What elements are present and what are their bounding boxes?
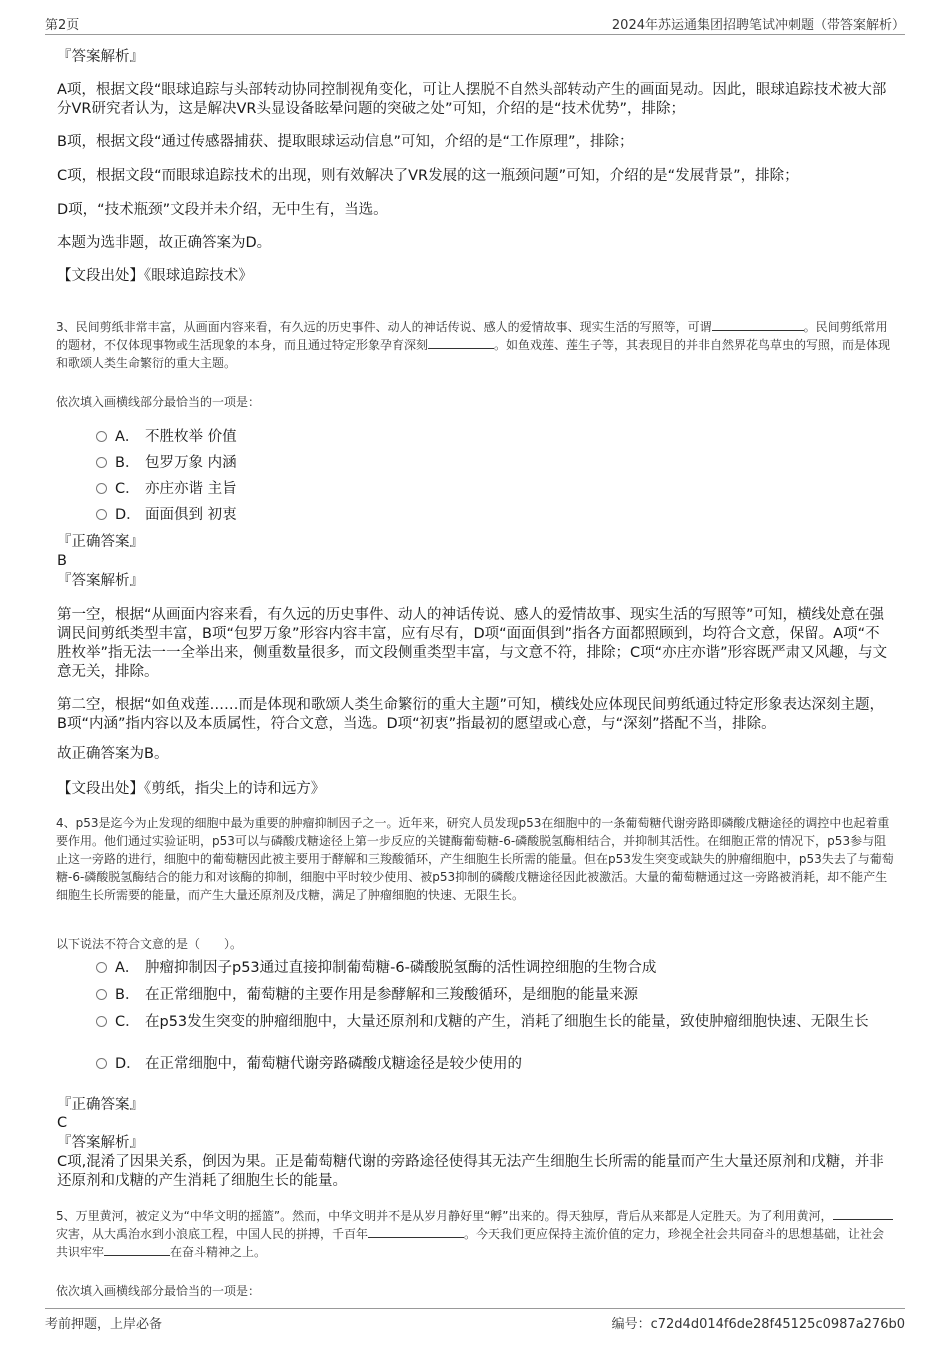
q3-blank-2 <box>428 336 494 349</box>
q2-analysis-c: C项，根据文段“而眼球追踪技术的出现，则有效解决了VR发展的这一瓶颈问题”可知，介绍的是“发展背景”，排除； <box>57 168 799 184</box>
q4-option-b[interactable]: B． 在正常细胞中，葡萄糖的主要作用是参酵解和三羧酸循环，是细胞的能量来源 <box>96 984 896 1011</box>
radio-icon[interactable] <box>96 962 107 973</box>
q3-analysis-label: 『答案解析』 <box>57 573 144 589</box>
radio-icon[interactable] <box>96 989 107 1000</box>
q4-stem: 4、p53是迄今为止发现的细胞中最为重要的肿瘤抑制因子之一。近年来，研究人员发现p53在细胞中的一条葡萄糖代谢旁路即磷酸戊糖途径的调控中也起着重要作用。他们通过实验证明，p53可以与磷酸戊糖途径上第一步反应的关键酶葡萄糖-6-磷酸脱氢酶相结合，并抑制其活性。在细胞正常的情况下，p53参与阻止这一旁路的进行，细胞中的葡萄糖因此被主要用于酵解和三羧酸循环，产生细胞生长所需的能量。但在p53发生突变或缺失的肿瘤细胞中，p53失去了与葡萄糖-6-磷酸脱氢酶结合的能力和对该酶的抑制，细胞中平时较少使用、被p53抑制的磷酸戊糖途径因此被激活。大量的葡萄糖通过这一旁路被消耗，却不能产生细胞生长所需要的能量，而产生大量还原剂及戊糖，满足了肿瘤细胞的快速、无限生长。 <box>56 816 894 902</box>
q3-prompt: 依次填入画横线部分最恰当的一项是： <box>56 395 261 409</box>
q2-analysis-d: D项，“技术瓶颈”文段并未介绍，无中生有，当选。 <box>57 202 388 218</box>
page-header <box>45 14 905 32</box>
footer-slogan: 考前押题，上岸必备 <box>45 1317 163 1332</box>
q2-analysis-label: 『答案解析』 <box>57 49 144 65</box>
q4-correct-answer: C <box>57 1115 68 1131</box>
q5-prompt: 依次填入画横线部分最恰当的一项是： <box>56 1284 261 1298</box>
radio-icon[interactable] <box>96 1016 107 1027</box>
q3-analysis-2: 第二空，根据“如鱼戏莲……而是体现和歌颂人类生命繁衍的重大主题”可知，横线处应体现民间剪纸通过特定形象表达深刻主题，B项“内涵”指内容以及本质属性，符合文意，当选。D项“初衷”指最初的愿望或心意，与“深刻”搭配不当，排除。 <box>57 697 885 732</box>
q4-prompt: 以下说法不符合文意的是（ ）。 <box>56 937 243 951</box>
q2-analysis-b: B项，根据文段“通过传感器捕获、提取眼球运动信息”可知，介绍的是“工作原理”，排除； <box>57 134 634 150</box>
radio-icon[interactable] <box>96 483 107 494</box>
radio-icon[interactable] <box>96 1058 107 1069</box>
q5-stem <box>56 1207 894 1261</box>
q5-blank-3 <box>104 1243 170 1256</box>
page-number: 第2页 <box>45 18 80 33</box>
q2-conclusion: 本题为选非题，故正确答案为D。 <box>57 235 272 251</box>
q4-option-c[interactable]: C． 在p53发生突变的肿瘤细胞中，大量还原剂和戊糖的产生，消耗了细胞生长的能量，致使肿瘤细胞快速、无限生长 <box>96 1011 891 1053</box>
q3-option-a[interactable]: A． 不胜枚举 价值 <box>96 424 896 450</box>
q4-option-a[interactable]: A． 肿瘤抑制因子p53通过直接抑制葡萄糖-6-磷酸脱氢酶的活性调控细胞的生物合成 <box>96 957 896 984</box>
q5-stem-part1: 5、万里黄河，被定义为“中华文明的摇篮”。然而，中华文明并不是从岁月静好里“孵”出来的。得天独厚，背后从来都是人定胜天。为了利用黄河， <box>56 1209 833 1223</box>
radio-icon[interactable] <box>96 457 107 468</box>
radio-icon[interactable] <box>96 509 107 520</box>
q3-conclusion: 故正确答案为B。 <box>57 746 169 762</box>
q3-source: 【文段出处】《剪纸，指尖上的诗和远方》 <box>57 781 326 797</box>
q2-analysis-a: A项，根据文段“眼球追踪与头部转动协同控制视角变化，可让人摆脱不自然头部转动产生的画面晃动。因此，眼球追踪技术被大部分VR研究者认为，这是解决VR头显设备眩晕问题的突破之处”可知，介绍的是“技术优势”，排除； <box>57 82 887 117</box>
q5-stem-part3: 。今天我们更应保持主流价值的定力，珍视全社会共同奋斗的思想基础，让社会共识牢牢 <box>56 1227 885 1259</box>
q5-stem-part2: 灾害，从大禹治水到小浪底工程，中国人民的拼搏，千百年 <box>56 1227 369 1241</box>
header-divider <box>45 34 905 35</box>
q3-stem-part3: 。如鱼戏莲、莲生子等，其表现目的并非自然界花鸟草虫的写照，而是体现和歌颂人类生命繁衍的重大主题。 <box>56 338 891 370</box>
footer-divider <box>45 1308 905 1309</box>
q3-option-c[interactable]: C． 亦庄亦谐 主旨 <box>96 476 896 502</box>
q3-correct-answer: B <box>57 553 67 569</box>
q3-correct-label: 『正确答案』 <box>57 534 144 550</box>
q3-analysis-1: 第一空，根据“从画面内容来看，有久远的历史事件、动人的神话传说、感人的爱情故事、现实生活的写照等”可知，横线处意在强调民间剪纸类型丰富，B项“包罗万象”形容内容丰富，应有尽有，D项“面面俱到”指各方面都照顾到，均符合文意，保留。A项“不胜枚举”指无法一一全举出来，侧重数量很多，而文段侧重类型丰富，与文意不符，排除；C项“亦庄亦谐”形容既严肃又风趣，与文意无关，排除。 <box>57 607 888 680</box>
q5-blank-2 <box>368 1225 464 1238</box>
radio-icon[interactable] <box>96 431 107 442</box>
q3-option-d[interactable]: D． 面面俱到 初衷 <box>96 502 896 528</box>
q4-correct-label: 『正确答案』 <box>57 1097 144 1113</box>
q3-stem-part2: 。民间剪纸常用的题材，不仅体现事物或生活现象的本身，而且通过特定形象孕育深刻 <box>56 320 888 352</box>
q3-blank-1 <box>712 318 804 331</box>
q4-analysis-label: 『答案解析』 <box>57 1135 144 1151</box>
q3-options <box>96 424 896 528</box>
q4-options <box>96 957 896 1079</box>
q3-stem <box>56 318 894 372</box>
q5-stem-part4: 在奋斗精神之上。 <box>170 1245 267 1259</box>
document-id: 编号：c72d4d014f6de28f45125c0987a276b0 <box>611 1317 905 1332</box>
q4-option-d[interactable]: D． 在正常细胞中，葡萄糖代谢旁路磷酸戊糖途径是较少使用的 <box>96 1053 896 1079</box>
q5-blank-1 <box>833 1207 893 1220</box>
q2-source: 【文段出处】《眼球追踪技术》 <box>57 268 253 284</box>
q3-stem-part1: 3、民间剪纸非常丰富，从画面内容来看，有久远的历史事件、动人的神话传说、感人的爱情故事、现实生活的写照等，可谓 <box>56 320 712 334</box>
document-title: 2024年苏运通集团招聘笔试冲刺题（带答案解析） <box>611 18 905 33</box>
q3-option-b[interactable]: B． 包罗万象 内涵 <box>96 450 896 476</box>
q4-analysis: C项,混淆了因果关系，倒因为果。正是葡萄糖代谢的旁路途径使得其无法产生细胞生长所需的能量而产生大量还原剂和戊糖，并非还原剂和戊糖的产生消耗了细胞生长的能量。 <box>57 1154 884 1189</box>
